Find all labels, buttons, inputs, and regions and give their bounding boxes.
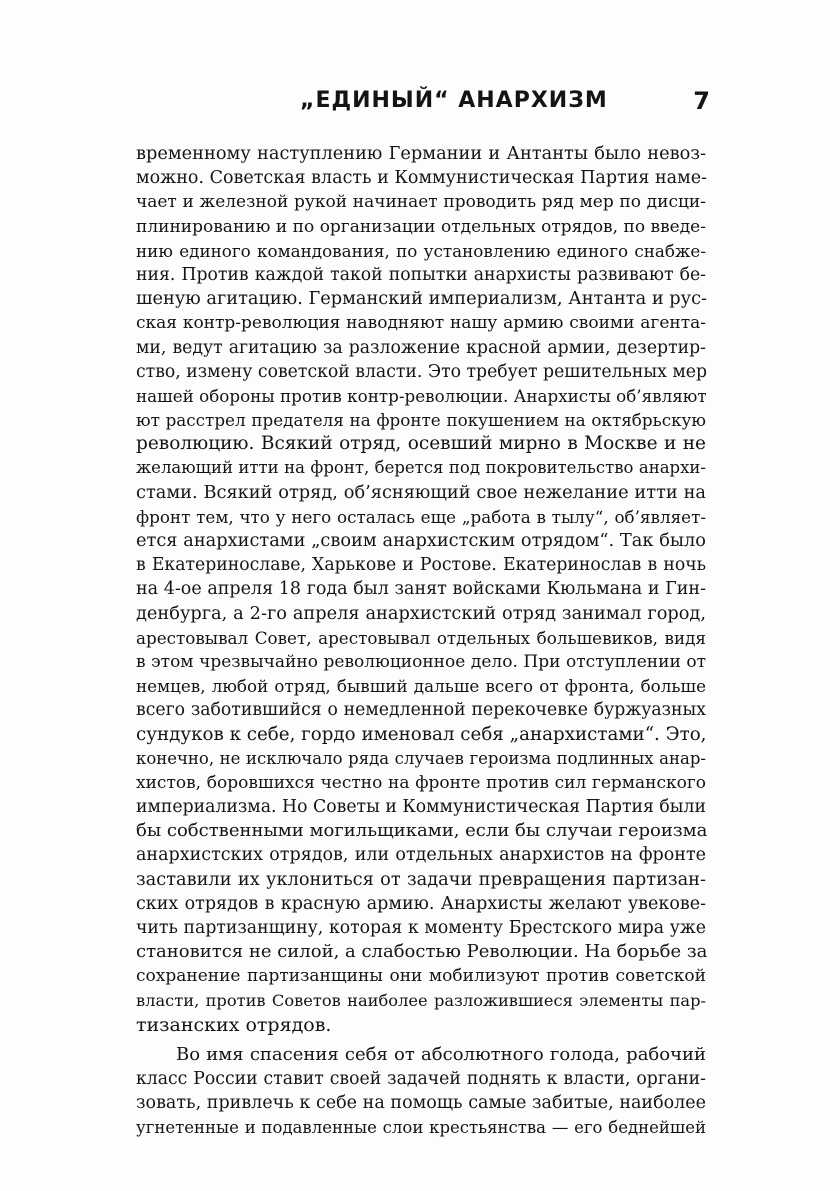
text-line: революцию. Всякий отряд, осевший мирно в Москве и не — [136, 433, 706, 455]
text-line: чает и железной рукой начинает проводить ряд мер по дисци- — [136, 192, 706, 213]
text-line: ми, ведут агитацию за разложение красной армии, дезертир- — [136, 337, 706, 358]
text-line: всего заботившийся о немедленной перекочевке буржуазных — [136, 700, 706, 721]
text-line: в этом чрезвычайно революционное дело. При отступлении от — [136, 651, 706, 672]
text-line: арестовывал Совет, арестовывал отдельных большевиков, видя — [136, 627, 706, 648]
text-line: плинированию и по организации отдельных отрядов, по введе- — [136, 216, 706, 237]
text-line: становится не силой, а слабостью Революции. На борьбе за — [136, 941, 708, 963]
page-number: 7 — [693, 87, 710, 115]
text-line: заставили их уклониться от задачи превращения партизан- — [136, 869, 706, 890]
text-line: чить партизанщину, которая к моменту Брестского мира уже — [136, 918, 706, 938]
paragraph — [136, 142, 706, 1037]
text-line: денбурга, а 2-го апреля анархистский отряд занимал город, — [136, 603, 706, 624]
text-line: анархистских отрядов, или отдельных анархистов на фронте — [136, 845, 706, 866]
text-line: ство, измену советской власти. Это требует решительных мер — [136, 361, 708, 382]
text-line: нию единого командования, по установлению единого снабже- — [136, 240, 706, 261]
text-line: хистов, боровшихся честно на фронте против сил германского — [136, 772, 706, 793]
text-line: ских отрядов в красную армию. Анархисты желают увекове- — [136, 893, 706, 914]
text-line: ется анархистами „своим анархистским отрядом“. Так было — [136, 531, 706, 551]
text-line: империализма. Но Советы и Коммунистическая Партия были — [136, 797, 706, 818]
text-line: класс России ставит своей задачей поднять к власти, органи- — [136, 1069, 706, 1090]
paragraph — [136, 1043, 706, 1140]
text-line: на 4-ое апреля 18 года был занят войсками Кюльмана и Гин- — [136, 579, 706, 600]
running-header — [300, 86, 710, 116]
text-line: власти, против Советов наиболее разложившиеся элементы пар- — [136, 990, 706, 1010]
text-line: шеную агитацию. Германский империализм, Антанта и рус- — [136, 289, 708, 310]
text-line: угнетенные и подавленные слои крестьянства — его беднейшей — [136, 1117, 706, 1137]
text-line: желающий итти на фронт, берется под покровительство анархи- — [136, 458, 706, 478]
text-line: можно. Советская власть и Коммунистическая Партия наме- — [136, 168, 707, 189]
text-line: зовать, привлечь к себе на помощь самые забитые, наиболее — [136, 1093, 706, 1114]
text-line: немцев, любой отряд, бывший дальше всего от фронта, больше — [136, 676, 706, 697]
running-title: „ЕДИНЫЙ“ АНАРХИЗМ — [300, 88, 608, 113]
text-line: временному наступлению Германии и Антанты было невоз- — [136, 144, 706, 164]
text-line: нашей обороны против контр-революции. Анархисты об’являют — [136, 385, 707, 406]
text-line: сохранение партизанщины они мобилизуют против советской — [136, 966, 706, 987]
text-line: ния. Против каждой такой попытки анархисты развивают бе- — [136, 264, 706, 285]
text-line: фронт тем, что у него осталась еще „работа в тылу“, об’являет- — [136, 506, 706, 527]
text-line: конечно, не исключало ряда случаев героизма подлинных анар- — [136, 748, 706, 768]
text-line: в Екатеринославе, Харькове и Ростове. Екатеринослав в ночь — [136, 555, 706, 576]
text-line: ская контр-революция наводняют нашу армию своими агента- — [136, 313, 706, 334]
body-text — [136, 142, 706, 1140]
text-line: ют расстрел предателя на фронте покушением на октябрьскую — [136, 410, 706, 431]
text-line: сундуков к себе, гордо именовал себя „анархистами“. Это, — [136, 723, 707, 745]
text-line: Во имя спасения себя от абсолютного голода, рабочий — [176, 1043, 706, 1065]
text-line: стами. Всякий отряд, об’ясняющий свое нежелание итти на — [136, 482, 706, 503]
text-line: тизанских отрядов. — [136, 1013, 332, 1036]
text-line: бы собственными могильщиками, если бы случаи героизма — [136, 820, 708, 842]
